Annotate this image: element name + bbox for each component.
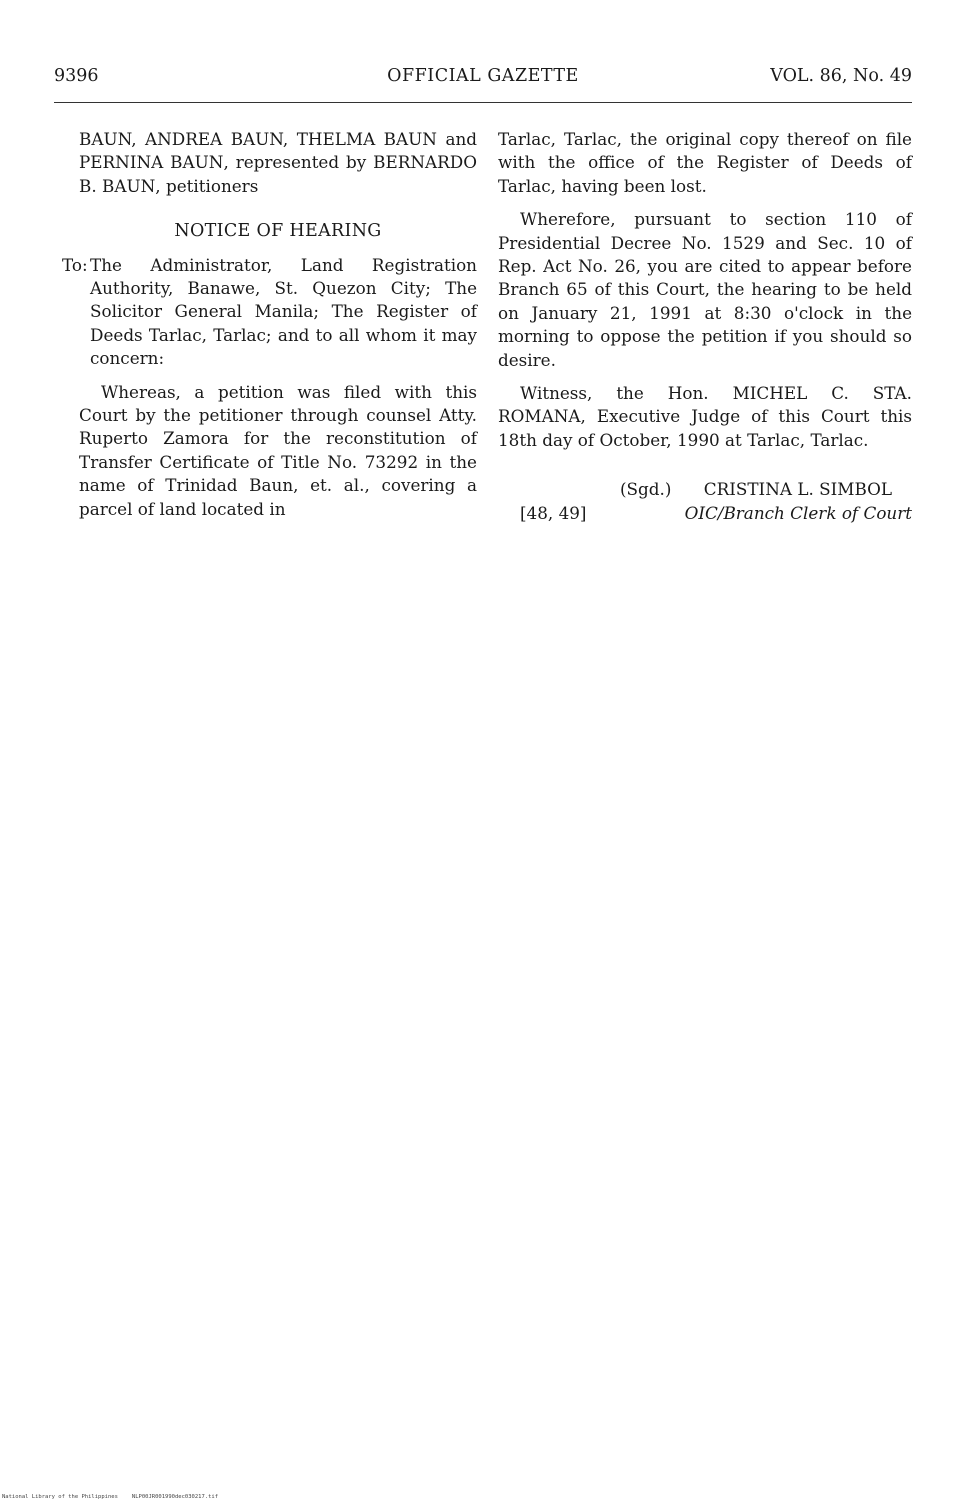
- wherefore-paragraph: Wherefore, pursuant to section 110 of Presidential Decree No. 1529 and Sec. 10 of Rep. Act No. 26, you are cited to appear before Branch 65 of this Court, the hearing to be held on January 21, 1991 at 8:30 o'clock in the morning to oppose the petition if you should so desire.: [498, 209, 912, 370]
- whereas-paragraph: Whereas, a petition was filed with this Court by the petitioner through counsel Atty. Ruperto Zamora for the reconstitution of Transfer Certificate of Title No. 73292 in the name of Trinidad Baun, et. al., covering a parcel of land located in: [79, 381, 477, 519]
- page-number: 9396: [54, 66, 99, 86]
- notice-heading: NOTICE OF HEARING: [174, 221, 382, 242]
- witness-paragraph: [498, 382, 912, 452]
- left-column: [62, 128, 477, 521]
- addressee-block: [62, 254, 477, 371]
- petitioners-and: and: [445, 129, 477, 149]
- petitioners-label: , petitioners: [155, 175, 259, 196]
- witness-details: , Executive Judge of this Court this 18th day of October, 1990 at Tarlac, Tarlac.: [498, 406, 912, 450]
- signed-mark: (Sgd.): [620, 479, 672, 500]
- scan-filename: NLP00JR001990dec030217.tif: [131, 1494, 218, 1500]
- issue-reference: [48, 49]: [520, 503, 587, 524]
- volume-number: VOL. 86, No. 49: [770, 66, 912, 86]
- page-header: [54, 66, 912, 92]
- continuation-paragraph: Tarlac, Tarlac, the original copy thereof on file with the office of the Register of Deeds of Tarlac, having been lost.: [498, 129, 912, 196]
- judge-name: MICHEL C. STA. ROMANA: [498, 383, 912, 427]
- to-label: To:: [62, 254, 88, 275]
- scan-footer: [2, 1494, 218, 1500]
- signature-block: [498, 478, 912, 526]
- library-credit: National Library of the Philippines: [2, 1494, 118, 1500]
- header-rule: [54, 102, 912, 103]
- witness-intro: Witness, the Hon.: [520, 383, 733, 404]
- right-column: [498, 128, 912, 526]
- signatory-name: CRISTINA L. SIMBOL: [703, 479, 892, 500]
- petitioners-paragraph: [79, 128, 477, 198]
- addressee-text: The Administrator, Land Registration Authority, Banawe, St. Quezon City; The Solicitor General Manila; The Register of Deeds Tarlac, Tarlac; and to all whom it may concern:: [90, 254, 477, 369]
- signatory-title: OIC/Branch Clerk of Court: [684, 503, 912, 524]
- publication-title: OFFICIAL GAZETTE: [387, 66, 579, 86]
- petitioner-bernardo: BERNARDO B. BAUN: [79, 152, 477, 196]
- petitioners-names-1: BAUN, ANDREA BAUN, THELMA BAUN: [79, 129, 437, 149]
- petitioner-pernina: PERNINA BAUN: [79, 152, 224, 173]
- represented-by: , represented by: [223, 152, 367, 173]
